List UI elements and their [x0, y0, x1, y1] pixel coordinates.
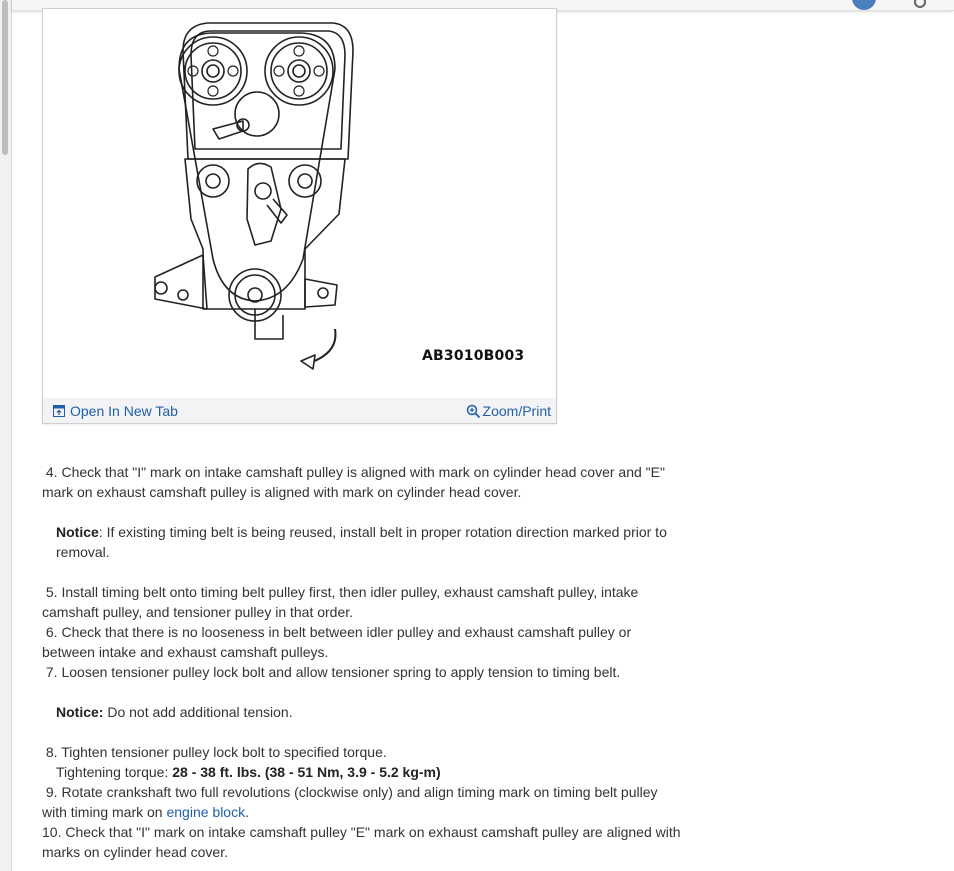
notice-label: Notice: — [56, 704, 104, 720]
step-7: 7. Loosen tensioner pulley lock bolt and allow tensioner spring to apply tension to timing belt. — [45, 664, 621, 680]
step-6: 6. Check that there is no looseness in belt between idler pulley and exhaust camshaft pulley or between intake and exhaust camshaft pulleys. — [42, 624, 632, 660]
engine-block-link[interactable]: engine block — [166, 804, 246, 820]
notice-2 — [42, 702, 682, 722]
procedure-content — [42, 462, 682, 862]
open-in-new-tab-link[interactable] — [53, 403, 178, 419]
notice-text: : If existing timing belt is being reused, install belt in proper rotation direction marked prior to removal. — [56, 524, 667, 560]
vertical-scrollbar[interactable] — [0, 0, 12, 871]
tightening-torque — [42, 762, 682, 782]
torque-value: 28 - 38 ft. lbs. (38 - 51 Nm, 3.9 - 5.2 kg-m) — [172, 764, 441, 780]
help-icon[interactable] — [914, 0, 926, 8]
notice-text: Do not add additional tension. — [103, 704, 293, 720]
zoom-in-icon — [466, 404, 481, 419]
notice-1 — [42, 522, 682, 562]
figure-toolbar — [43, 398, 556, 423]
step-8: 8. Tighten tensioner pulley lock bolt to specified torque. — [45, 744, 387, 760]
open-in-new-tab-label: Open In New Tab — [70, 403, 178, 419]
avatar[interactable] — [852, 0, 876, 10]
torque-label: Tightening torque: — [56, 764, 173, 780]
zoom-print-label: Zoom/Print — [482, 403, 551, 419]
zoom-print-link[interactable] — [466, 403, 551, 419]
figure-card — [42, 8, 557, 424]
timing-belt-diagram — [43, 9, 556, 397]
step-4: 4. Check that "I" mark on intake camshaft pulley is aligned with mark on cylinder head cover and "E" mark on exhaust camshaft pulley is aligned with mark on cylinder head cover. — [42, 464, 665, 500]
step-10: 10. Check that "I" mark on intake camshaft pulley "E" mark on exhaust camshaft pulley are aligned with marks on cylinder head cover. — [42, 824, 681, 860]
figure-code-label: AB3010B003 — [422, 348, 525, 364]
open-new-tab-icon — [53, 405, 65, 417]
step-9: 9. Rotate crankshaft two full revolutions (clockwise only) and align timing mark on timing belt pulley with timing mark on engine block. — [42, 784, 658, 820]
scrollbar-thumb[interactable] — [2, 0, 8, 155]
step-5: 5. Install timing belt onto timing belt pulley first, then idler pulley, exhaust camshaft pulley, intake camshaft pulley, and tensioner pulley in that order. — [42, 584, 639, 620]
notice-label: Notice — [56, 524, 99, 540]
